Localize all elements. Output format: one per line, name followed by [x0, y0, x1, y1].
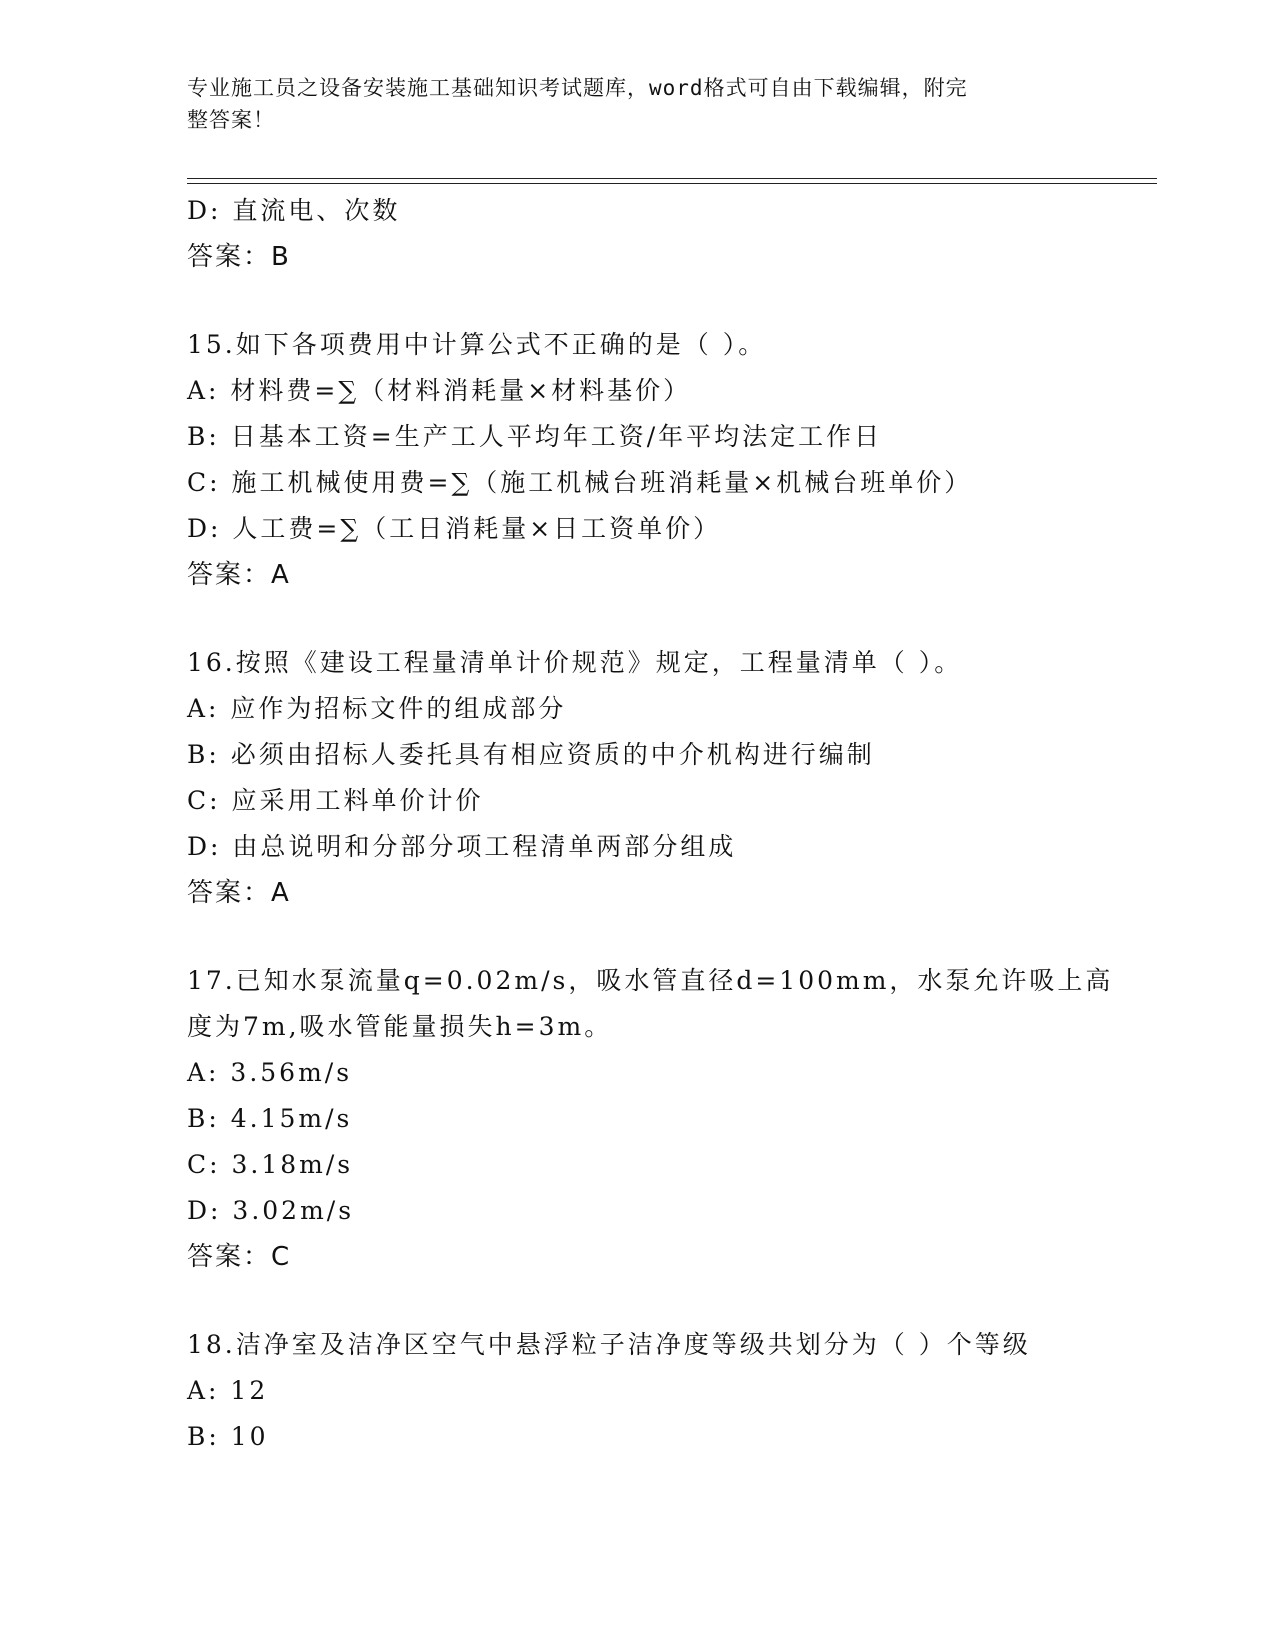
option-b: B: 10	[187, 1422, 269, 1451]
question-stem: 17.已知水泵流量q=0.02m/s，吸水管直径d=100mm，水泵允许吸上高	[187, 966, 1114, 995]
option-d: D: 3.02m/s	[187, 1196, 355, 1225]
question-stem: 16.按照《建设工程量清单计价规范》规定，工程量清单（ ）。	[187, 648, 963, 677]
answer-line: 答案：A	[187, 560, 291, 590]
option-b: B: 日基本工资=生产工人平均年工资/年平均法定工作日	[187, 422, 883, 451]
header-divider-top	[187, 178, 1157, 179]
option-d: D: 人工费=∑（工日消耗量×日工资单价）	[187, 514, 722, 543]
answer-line: 答案：C	[187, 1242, 292, 1272]
answer-line: 答案：B	[187, 242, 291, 272]
option-a: A: 应作为招标文件的组成部分	[187, 694, 567, 723]
spacer	[187, 598, 1187, 640]
question-15	[187, 322, 1187, 598]
question-stem: 18.洁净室及洁净区空气中悬浮粒子洁净度等级共划分为（ ）个等级	[187, 1330, 1031, 1359]
option-c: C: 施工机械使用费=∑（施工机械台班消耗量×机械台班单价）	[187, 468, 973, 497]
option-a: A: 3.56m/s	[187, 1058, 353, 1087]
option-d: D: 由总说明和分部分项工程清单两部分组成	[187, 832, 737, 861]
answer-line: 答案：A	[187, 878, 291, 908]
option-c: C: 3.18m/s	[187, 1150, 354, 1179]
option-d: D: 直流电、次数	[187, 196, 401, 225]
header-line-1: 专业施工员之设备安装施工基础知识考试题库，word格式可自由下载编辑，附完	[187, 76, 968, 100]
option-b: B: 必须由招标人委托具有相应资质的中介机构进行编制	[187, 740, 875, 769]
option-a: A: 材料费=∑（材料消耗量×材料基价）	[187, 376, 692, 405]
header-divider-bottom	[187, 183, 1157, 184]
document-header	[187, 72, 1087, 136]
prev-question-tail	[187, 188, 1187, 280]
option-c: C: 应采用工料单价计价	[187, 786, 484, 815]
question-18	[187, 1322, 1187, 1460]
question-stem-continued: 度为7m,吸水管能量损失h=3m。	[187, 1012, 613, 1041]
spacer	[187, 916, 1187, 958]
header-line-2: 整答案！	[187, 108, 275, 132]
question-stem: 15.如下各项费用中计算公式不正确的是（ ）。	[187, 330, 767, 359]
spacer	[187, 1280, 1187, 1322]
spacer	[187, 280, 1187, 322]
question-16	[187, 640, 1187, 916]
question-17	[187, 958, 1187, 1280]
question-content	[187, 188, 1187, 1460]
option-b: B: 4.15m/s	[187, 1104, 353, 1133]
option-a: A: 12	[187, 1376, 269, 1405]
